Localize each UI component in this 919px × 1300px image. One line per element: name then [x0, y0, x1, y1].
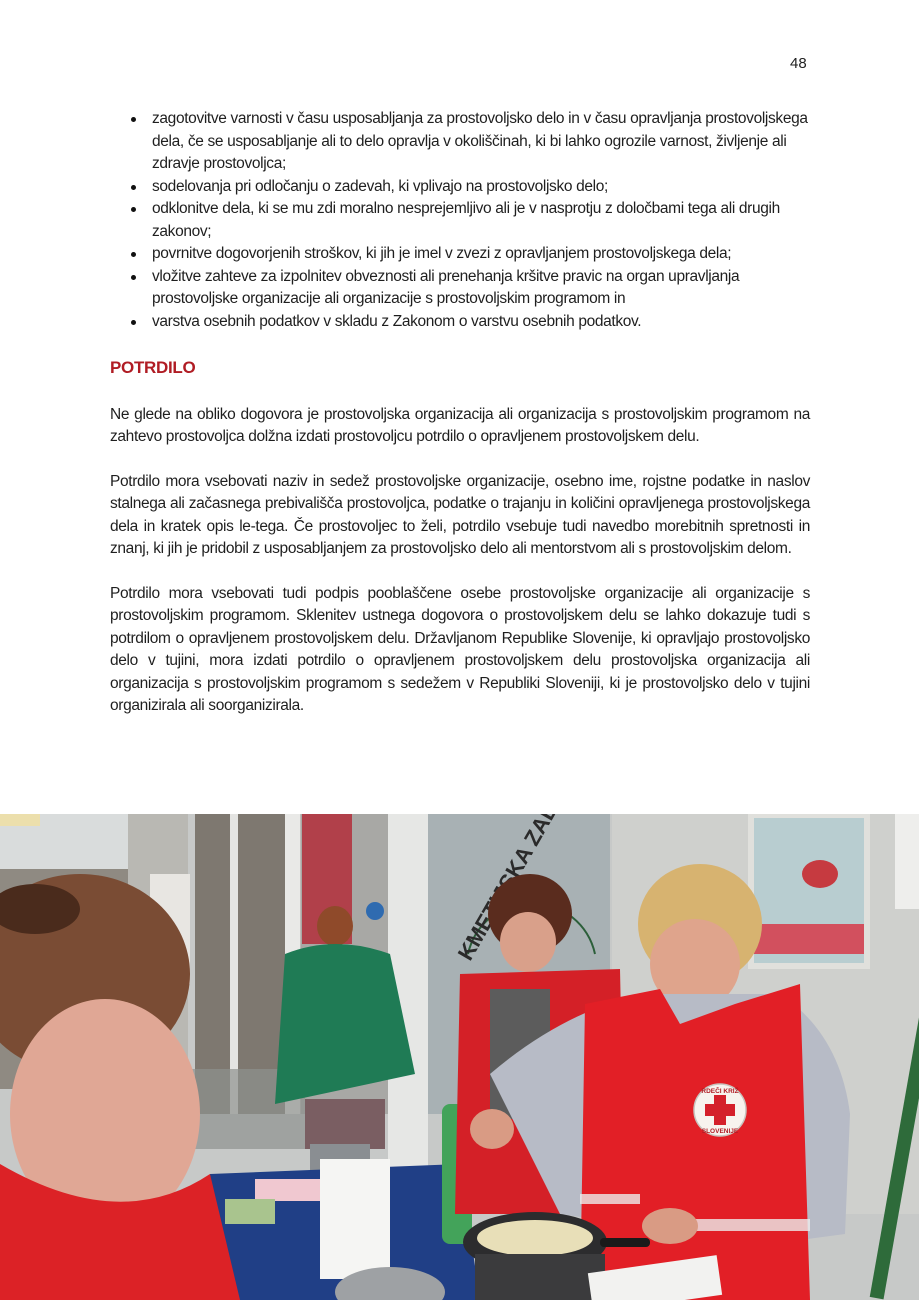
list-item — [110, 243, 810, 266]
paragraph: Potrdilo mora vsebovati naziv in sedež prostovoljske organizacije, osebno ime, rojstne podatke in naslov stalnega ali začasnega prebivališča prostovoljca, podatke o trajanju in količini opravljenega prostovoljskega dela in kratek opis le-tega. Če prostovoljec to želi, potrdilo vsebuje tudi navedbo morebitnih spretnosti in znanj, ki jih je pridobil z usposabljanjem za prostovoljsko delo ali mentorstvom ali s prostovoljskim delom. — [110, 472, 810, 557]
list-item-text: zagotovitve varnosti v času usposabljanja za prostovoljsko delo in v času opravljanja prostovoljskega dela, če se usposabljanje ali to delo opravlja v okoliščinah, ki bi lahko ogrozile varnost, življenje ali zdravje prostovoljca; — [152, 110, 808, 172]
list-item — [110, 108, 810, 176]
hand — [642, 1208, 698, 1244]
hand — [470, 1109, 514, 1149]
red-cross-badge — [694, 1084, 746, 1136]
section-heading: POTRDILO — [110, 358, 196, 377]
red-vest — [580, 984, 810, 1300]
bullet-icon — [131, 252, 136, 257]
badge-bottom-text: SLOVENIJE — [701, 1128, 739, 1135]
bullet-icon — [131, 275, 136, 280]
rights-list — [110, 108, 810, 333]
bullet-icon — [131, 207, 136, 212]
badge-top-text: RDEČI KRIŽ — [701, 1088, 739, 1095]
blue-sticker — [366, 902, 384, 920]
bullet-icon — [131, 320, 136, 325]
person-face — [500, 912, 556, 972]
pancake — [477, 1220, 593, 1256]
list-item — [110, 198, 810, 243]
reflective-stripe — [580, 1194, 640, 1204]
bullet-icon — [131, 185, 136, 190]
stove — [475, 1254, 605, 1300]
person-hair — [317, 906, 353, 946]
list-item — [110, 266, 810, 311]
list-item-text: vložitve zahteve za izpolnitev obveznosti ali prenehanja kršitve pravic na organ upravljanja prostovoljske organizacije ali organizacije s prostovoljskim programom in — [152, 267, 740, 307]
leaflets — [255, 1179, 325, 1201]
paper-towel — [320, 1159, 390, 1279]
paragraph: Ne glede na obliko dogovora je prostovoljska organizacija ali organizacija s prostovoljskim programom na zahtevo prostovoljca dolžna izdati prostovoljcu potrdilo o opravljenem prostovoljskem delu. — [110, 405, 810, 445]
paragraph: Potrdilo mora vsebovati tudi podpis pooblaščene osebe prostovoljske organizacije ali organizacije s prostovoljskim programom. Sklenitev ustnega dogovora o prostovoljskem delu se lahko dokazuje tudi s potrdilom o opravljenem prostovoljskem delu. Državljanom Republike Slovenije, ki opravljajo prostovoljsko delo v tujini, mora izdati potrdilo o opravljenem prostovoljskem delu prostovoljska organizacija ali organizacija s prostovoljskim programom s sedežem v Republiki Sloveniji, ki je prostovoljsko delo v tujini organizirala ali soorganizirala. — [110, 584, 810, 714]
ceiling-light — [0, 814, 40, 826]
list-item-text: odklonitve dela, ki se mu zdi moralno nesprejemljivo ali je v nasprotju z določbami tega ali drugih zakonov; — [152, 200, 780, 240]
volunteers-photo — [0, 814, 919, 1300]
list-item-text: povrnitve dogovorjenih stroškov, ki jih je imel v zvezi z opravljanjem prostovoljskega dela; — [152, 245, 732, 262]
list-item-text: varstva osebnih podatkov v skladu z Zakonom o varstvu osebnih podatkov. — [152, 312, 642, 330]
list-item — [110, 176, 810, 199]
photo-illustration — [0, 814, 919, 1300]
leaflets — [225, 1199, 275, 1224]
list-item-text: sodelovanja pri odločanju o zadevah, ki vplivajo na prostovoljsko delo; — [152, 177, 608, 195]
pan-handle — [600, 1238, 650, 1247]
list-item — [110, 311, 810, 334]
page-content — [110, 108, 810, 718]
page-number: 48 — [790, 55, 807, 72]
bullet-icon — [131, 117, 136, 122]
